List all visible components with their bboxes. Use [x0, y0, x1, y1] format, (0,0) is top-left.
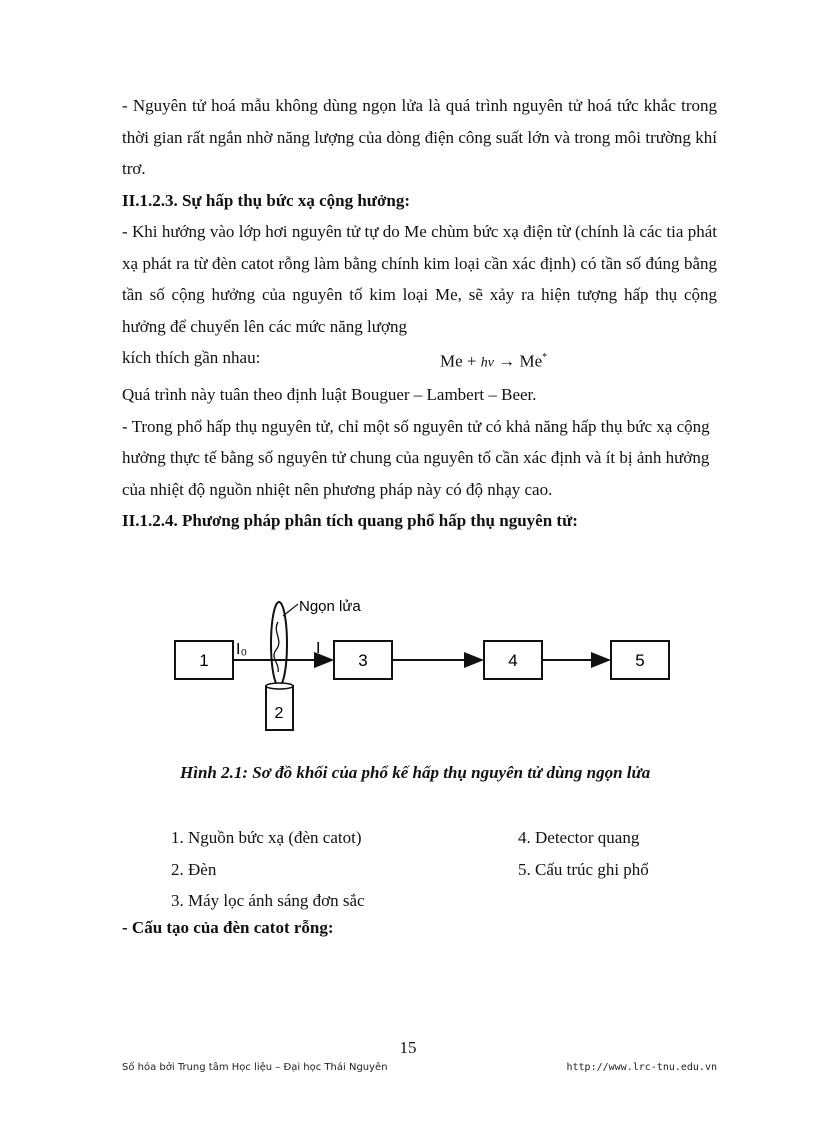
legend-item-1: 1. Nguồn bức xạ (đèn catot)	[171, 828, 362, 847]
block-1-label: 1	[199, 651, 209, 670]
footer-credit: Số hóa bởi Trung tâm Học liệu – Đại học Thái Nguyên	[122, 1062, 388, 1073]
legend-item-4: 4. Detector quang	[518, 828, 640, 847]
subheading-hollow-cathode: - Cấu tạo của đèn catot rỗng:	[122, 918, 334, 937]
page-body	[122, 90, 717, 537]
paragraph-beer-law: Quá trình này tuân theo định luật Bouguer – Lambert – Beer.	[122, 385, 537, 405]
flame-pointer	[283, 604, 298, 616]
footer	[122, 1062, 717, 1073]
aas-block-diagram	[172, 592, 712, 732]
block-2-label: 2	[274, 705, 284, 722]
formula-label: kích thích gần nhau:	[122, 348, 261, 367]
excitation-formula: Me + hν → Me*	[440, 351, 548, 371]
block-5-label: 5	[635, 651, 645, 670]
footer-url[interactable]: http://www.lrc-tnu.edu.vn	[566, 1062, 717, 1073]
beam-out-label: I	[316, 640, 321, 657]
figure-caption: Hình 2.1: Sơ đồ khối của phổ kế hấp thụ nguyên tử dùng ngọn lửa	[180, 763, 651, 782]
legend-item-3: 3. Máy lọc ánh sáng đơn sắc	[171, 891, 365, 910]
flame-label: Ngọn lửa	[299, 598, 361, 615]
page-number: 15	[399, 1038, 417, 1057]
section-heading-aas-method: II.1.2.4. Phương pháp phân tích quang phổ hấp thụ nguyên tử:	[122, 511, 578, 531]
section-heading-resonance-absorption: II.1.2.3. Sự hấp thụ bức xạ cộng hưởng:	[122, 190, 411, 210]
block-4-label: 4	[508, 651, 518, 670]
legend-item-5: 5. Cấu trúc ghi phổ	[518, 859, 649, 879]
figure-legend	[171, 822, 731, 917]
formula-line	[122, 342, 717, 379]
paragraph-sensitivity: - Trong phổ hấp thụ nguyên tử, chỉ một số nguyên tử có khả năng hấp thụ bức xạ cộng hưởng thực tế bằng số nguyên tử chung của nguyên tố cần xác định và ít bị ảnh hưởng của nhiệt độ nguồn nhiệt nên phương pháp này có độ nhạy cao.	[122, 416, 710, 499]
paragraph-resonance-absorption: - Khi hướng vào lớp hơi nguyên tử tự do Me chùm bức xạ điện từ (chính là các tia phát xạ phát ra từ đèn catot rỗng làm bằng chính kim loại cần xác định) có tần số đúng bằng tần số cộng hưởng của nguyên tố kim loại Me, sẽ xảy ra hiện tượng hấp thụ cộng hưởng để chuyển lên các mức năng lượng	[122, 222, 717, 336]
beam-in-label: I₀	[236, 641, 248, 658]
paragraph-nonflame-atomization: - Nguyên tử hoá mẫu không dùng ngọn lửa là quá trình nguyên tử hoá tức khắc trong thời gian rất ngắn nhờ năng lượng của dòng điện công suất lớn và trong môi trường khí trơ.	[122, 96, 717, 178]
legend-item-2: 2. Đèn	[171, 859, 217, 879]
block-3-label: 3	[358, 651, 368, 670]
